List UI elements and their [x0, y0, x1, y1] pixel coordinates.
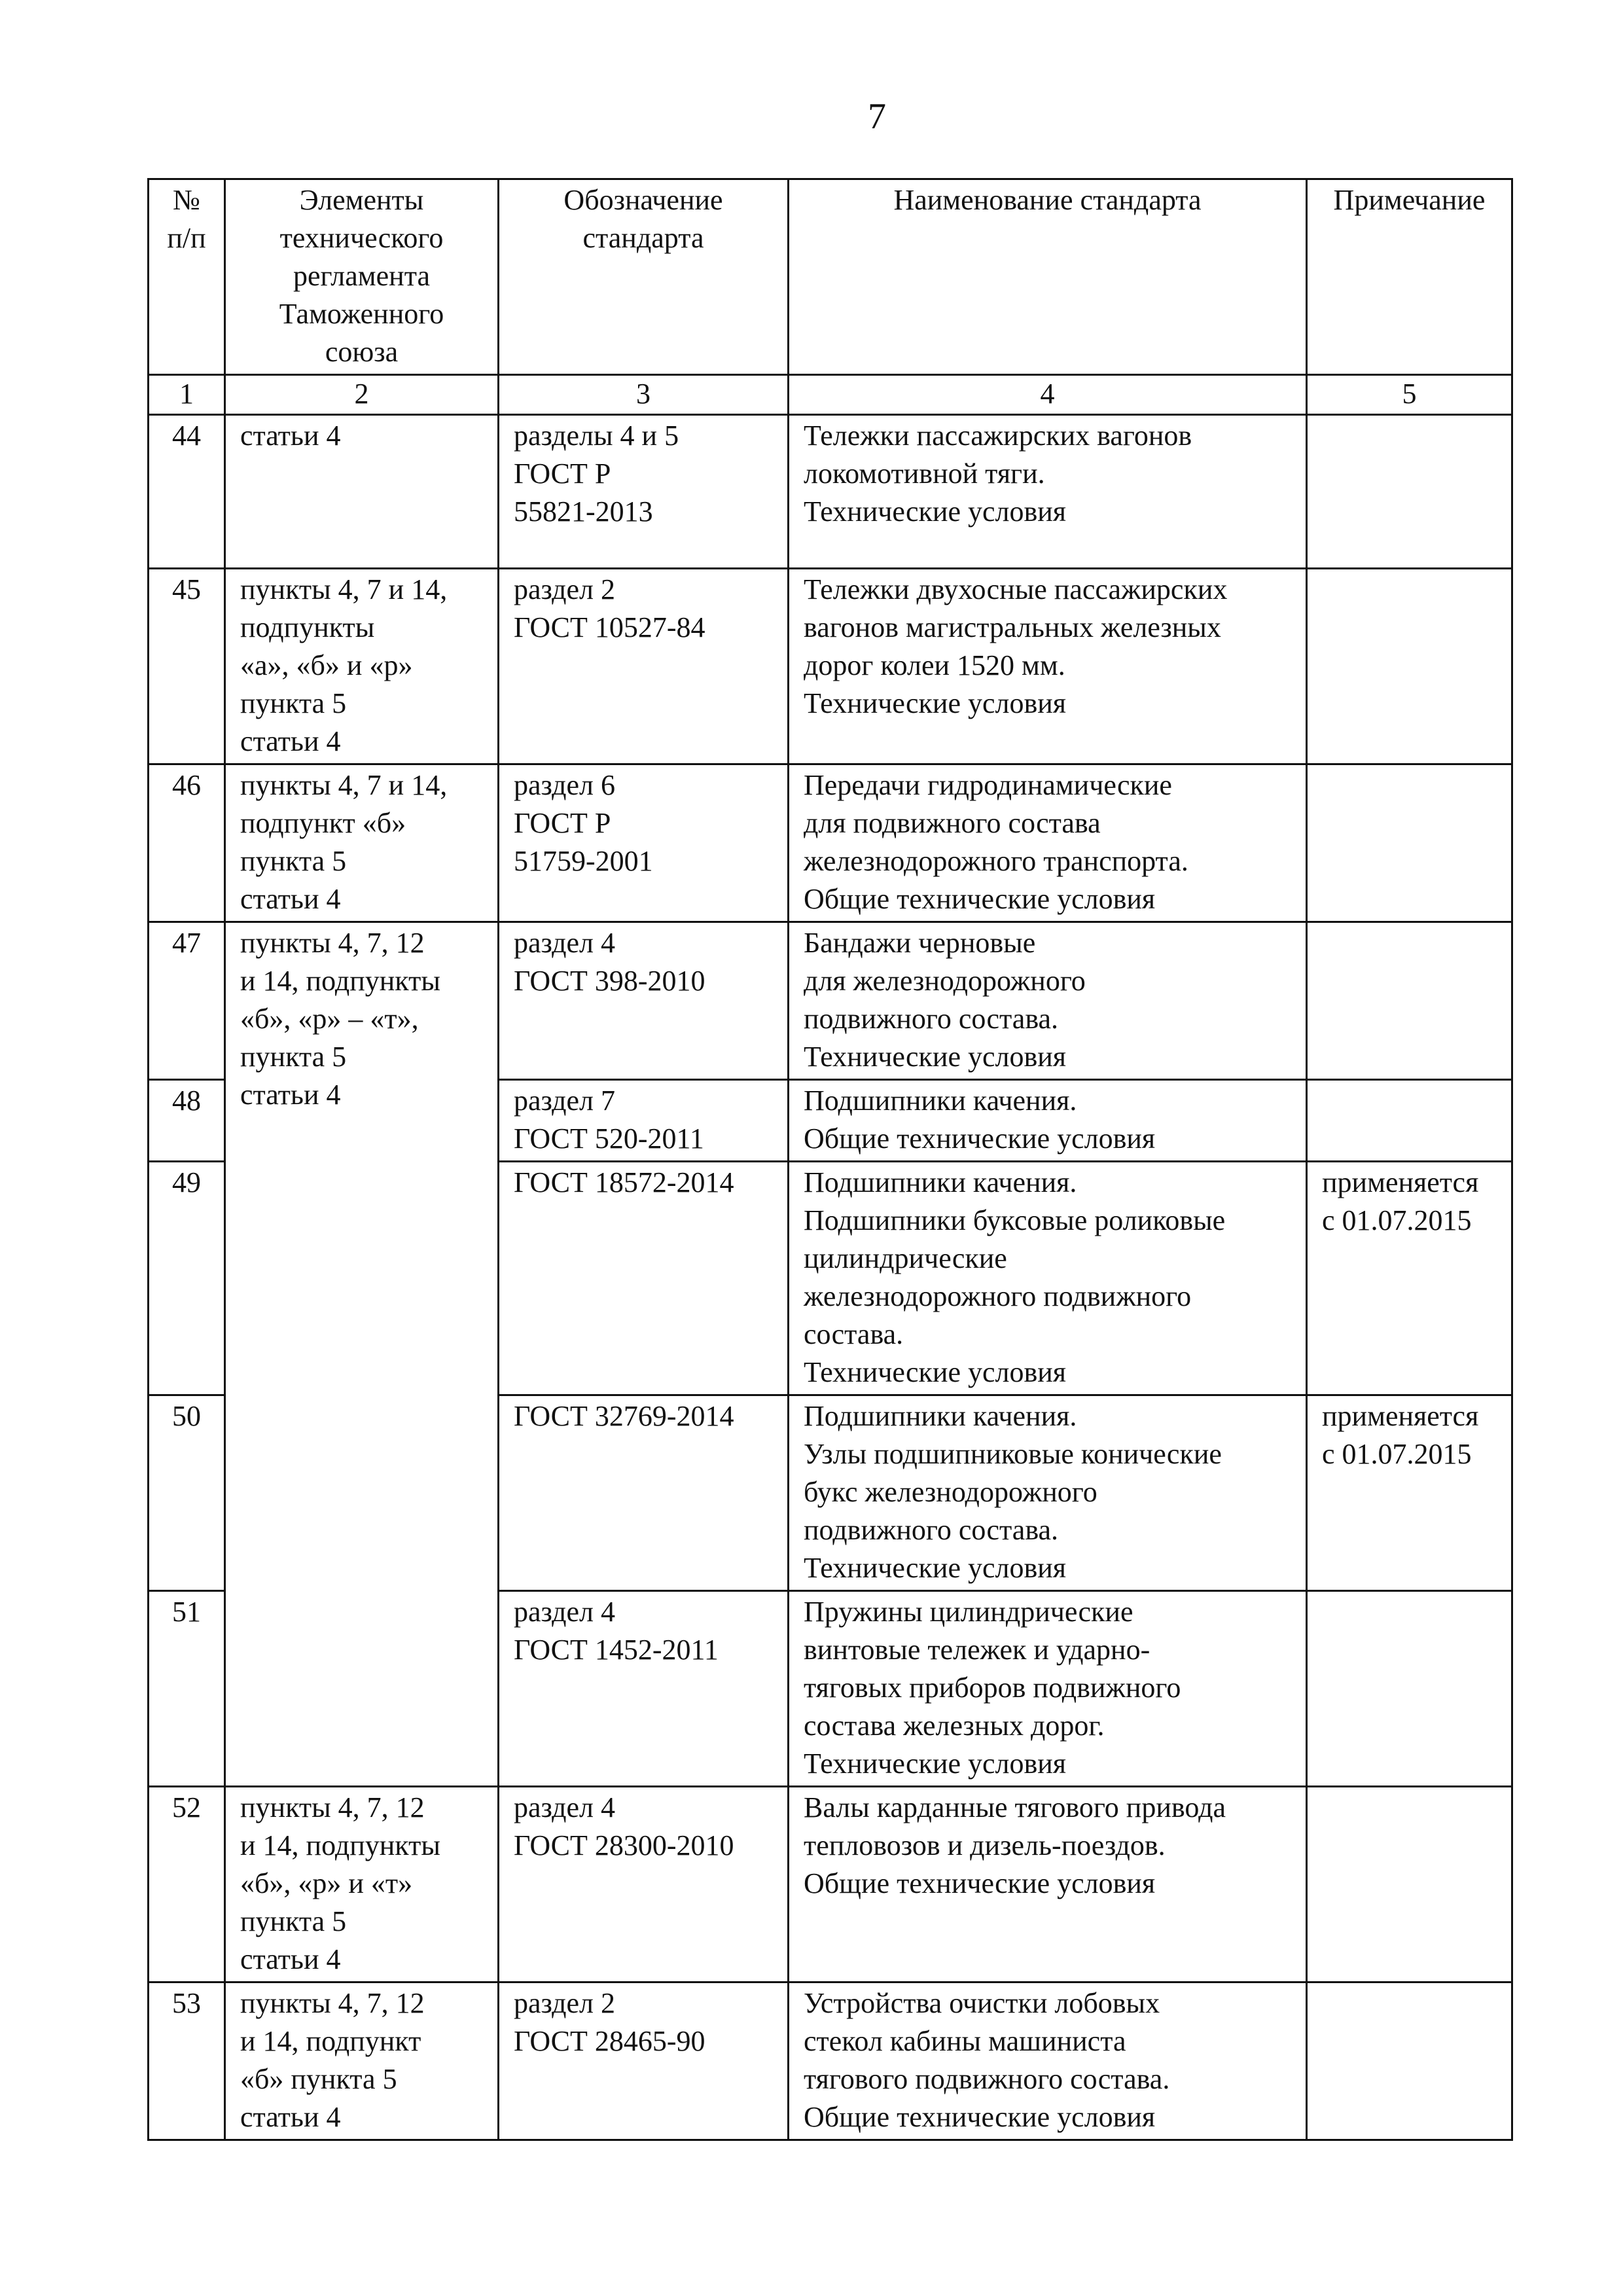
cell-line: ГОСТ Р: [514, 807, 611, 839]
cell-line: применяется: [1322, 1166, 1479, 1198]
table-row: [149, 569, 1512, 764]
cell-line: «б», «р» – «т»,: [240, 1003, 419, 1035]
cell-line: дорог колеи 1520 мм.: [804, 649, 1065, 681]
cell-line: Общие технические условия: [804, 883, 1156, 915]
cell-line: статьи 4: [240, 1079, 341, 1111]
header-line: Примечание: [1333, 184, 1486, 216]
row-number: 52: [149, 1787, 225, 1982]
cell-line: Технические условия: [804, 687, 1067, 719]
cell-line: пункты 4, 7, 12: [240, 927, 425, 959]
cell-line: подпункты: [240, 611, 375, 643]
elements-cell: [225, 569, 499, 764]
row-number: 48: [149, 1080, 225, 1162]
elements-cell: [225, 922, 499, 1787]
note-cell: [1307, 1591, 1512, 1787]
table-row: [149, 1982, 1512, 2140]
cell-line: Подшипники буксовые роликовые: [804, 1204, 1226, 1236]
designation-cell: [499, 1162, 789, 1395]
elements-cell: [225, 1982, 499, 2140]
cell-line: пункта 5: [240, 845, 347, 877]
cell-line: подвижного состава.: [804, 1514, 1059, 1546]
cell-line: Передачи гидродинамические: [804, 769, 1172, 801]
cell-line: Тележки пассажирских вагонов: [804, 420, 1192, 452]
cell-line: Технические условия: [804, 1356, 1067, 1388]
cell-line: с 01.07.2015: [1322, 1204, 1472, 1236]
cell-line: Подшипники качения.: [804, 1400, 1077, 1432]
cell-line: статьи 4: [240, 2101, 341, 2133]
cell-line: «б», «р» и «т»: [240, 1867, 413, 1899]
note-cell: [1307, 1162, 1512, 1395]
cell-line: 51759-2001: [514, 845, 653, 877]
column-number: 4: [789, 375, 1307, 415]
designation-cell: [499, 1395, 789, 1591]
page-number: 7: [868, 96, 886, 137]
designation-cell: [499, 1982, 789, 2140]
cell-line: и 14, подпункты: [240, 965, 440, 997]
cell-line: раздел 7: [514, 1085, 615, 1117]
column-number-row: [149, 375, 1512, 415]
cell-line: раздел 2: [514, 1987, 615, 2019]
cell-line: ГОСТ 520-2011: [514, 1122, 704, 1155]
cell-line: тяговых приборов подвижного: [804, 1672, 1181, 1704]
cell-line: и 14, подпункты: [240, 1829, 440, 1861]
designation-cell: [499, 1591, 789, 1787]
cell-line: раздел 2: [514, 573, 615, 605]
name-cell: [789, 1395, 1307, 1591]
column-number: 3: [499, 375, 789, 415]
note-cell: [1307, 764, 1512, 922]
cell-line: Валы карданные тягового привода: [804, 1791, 1226, 1823]
cell-line: железнодорожного транспорта.: [804, 845, 1188, 877]
standards-table: [147, 178, 1513, 2141]
cell-line: локомотивной тяги.: [804, 457, 1045, 490]
cell-line: пункта 5: [240, 1905, 347, 1937]
cell-line: ГОСТ 10527-84: [514, 611, 705, 643]
cell-line: Устройства очистки лобовых: [804, 1987, 1160, 2019]
cell-line: Бандажи черновые: [804, 927, 1036, 959]
designation-cell: [499, 1787, 789, 1982]
header-number: [149, 179, 225, 375]
row-number: 53: [149, 1982, 225, 2140]
cell-line: ГОСТ 1452-2011: [514, 1634, 719, 1666]
name-cell: [789, 1591, 1307, 1787]
header-name: [789, 179, 1307, 375]
note-cell: [1307, 1982, 1512, 2140]
row-number: 47: [149, 922, 225, 1080]
cell-line: Общие технические условия: [804, 1122, 1156, 1155]
cell-line: «б» пункта 5: [240, 2063, 397, 2095]
cell-line: раздел 4: [514, 1596, 615, 1628]
designation-cell: [499, 1080, 789, 1162]
cell-line: пункты 4, 7, 12: [240, 1987, 425, 2019]
table-row: [149, 922, 1512, 1080]
cell-line: винтовые тележек и ударно-: [804, 1634, 1150, 1666]
cell-line: вагонов магистральных железных: [804, 611, 1221, 643]
cell-line: Технические условия: [804, 1041, 1067, 1073]
cell-line: 55821-2013: [514, 495, 653, 528]
header-line: Наименование стандарта: [893, 184, 1202, 216]
cell-line: Технические условия: [804, 1552, 1067, 1584]
header-line: технического: [279, 222, 444, 254]
row-number: 50: [149, 1395, 225, 1591]
name-cell: [789, 1080, 1307, 1162]
elements-cell: [225, 1787, 499, 1982]
note-cell: [1307, 1395, 1512, 1591]
header-line: Обозначение: [563, 184, 723, 216]
cell-line: стекол кабины машиниста: [804, 2025, 1126, 2057]
header-line: №: [173, 184, 200, 216]
cell-line: железнодорожного подвижного: [804, 1280, 1192, 1312]
column-number: 1: [149, 375, 225, 415]
header-line: союза: [325, 336, 399, 368]
table-row: [149, 764, 1512, 922]
column-number: 2: [225, 375, 499, 415]
column-number: 5: [1307, 375, 1512, 415]
cell-line: ГОСТ 28300-2010: [514, 1829, 734, 1861]
cell-line: тягового подвижного состава.: [804, 2063, 1170, 2095]
cell-line: ГОСТ 28465-90: [514, 2025, 705, 2057]
cell-line: Узлы подшипниковые конические: [804, 1438, 1222, 1470]
cell-line: состава.: [804, 1318, 904, 1350]
table-header-row: [149, 179, 1512, 375]
cell-line: для подвижного состава: [804, 807, 1101, 839]
row-number: 45: [149, 569, 225, 764]
name-cell: [789, 1982, 1307, 2140]
cell-line: подпункт «б»: [240, 807, 406, 839]
note-cell: [1307, 922, 1512, 1080]
cell-line: пункта 5: [240, 687, 347, 719]
cell-line: для железнодорожного: [804, 965, 1086, 997]
row-number: 51: [149, 1591, 225, 1787]
cell-line: букс железнодорожного: [804, 1476, 1097, 1508]
cell-line: ГОСТ 32769-2014: [514, 1400, 734, 1432]
table-row: [149, 1787, 1512, 1982]
cell-line: Общие технические условия: [804, 2101, 1156, 2133]
cell-line: пункты 4, 7 и 14,: [240, 769, 448, 801]
cell-line: статьи 4: [240, 420, 341, 452]
note-cell: [1307, 1787, 1512, 1982]
cell-line: статьи 4: [240, 1943, 341, 1975]
designation-cell: [499, 922, 789, 1080]
name-cell: [789, 569, 1307, 764]
cell-line: раздел 4: [514, 1791, 615, 1823]
designation-cell: [499, 415, 789, 569]
header-note: [1307, 179, 1512, 375]
cell-line: раздел 4: [514, 927, 615, 959]
cell-line: с 01.07.2015: [1322, 1438, 1472, 1470]
cell-line: тепловозов и дизель-поездов.: [804, 1829, 1166, 1861]
cell-line: подвижного состава.: [804, 1003, 1059, 1035]
cell-line: применяется: [1322, 1400, 1479, 1432]
table-row: [149, 415, 1512, 569]
cell-line: Подшипники качения.: [804, 1166, 1077, 1198]
header-line: стандарта: [582, 222, 704, 254]
header-line: Элементы: [299, 184, 424, 216]
cell-line: пункта 5: [240, 1041, 347, 1073]
cell-line: и 14, подпункт: [240, 2025, 421, 2057]
name-cell: [789, 1787, 1307, 1982]
name-cell: [789, 1162, 1307, 1395]
header-line: регламента: [293, 260, 431, 292]
cell-line: Подшипники качения.: [804, 1085, 1077, 1117]
cell-line: ГОСТ 398-2010: [514, 965, 705, 997]
row-number: 49: [149, 1162, 225, 1395]
name-cell: [789, 922, 1307, 1080]
cell-line: Технические условия: [804, 495, 1067, 528]
cell-line: статьи 4: [240, 883, 341, 915]
header-designation: [499, 179, 789, 375]
cell-line: статьи 4: [240, 725, 341, 757]
name-cell: [789, 415, 1307, 569]
cell-line: Общие технические условия: [804, 1867, 1156, 1899]
cell-line: ГОСТ 18572-2014: [514, 1166, 734, 1198]
cell-line: пункты 4, 7 и 14,: [240, 573, 448, 605]
designation-cell: [499, 569, 789, 764]
cell-line: Тележки двухосные пассажирских: [804, 573, 1228, 605]
note-cell: [1307, 415, 1512, 569]
cell-line: цилиндрические: [804, 1242, 1007, 1274]
row-number: 46: [149, 764, 225, 922]
note-cell: [1307, 1080, 1512, 1162]
header-line: п/п: [167, 222, 206, 254]
header-line: Таможенного: [279, 298, 444, 330]
cell-line: разделы 4 и 5: [514, 420, 679, 452]
elements-cell: [225, 415, 499, 569]
cell-line: ГОСТ Р: [514, 457, 611, 490]
cell-line: «а», «б» и «р»: [240, 649, 413, 681]
cell-line: пункты 4, 7, 12: [240, 1791, 425, 1823]
designation-cell: [499, 764, 789, 922]
cell-line: состава железных дорог.: [804, 1710, 1105, 1742]
row-number: 44: [149, 415, 225, 569]
cell-line: Технические условия: [804, 1748, 1067, 1780]
note-cell: [1307, 569, 1512, 764]
elements-cell: [225, 764, 499, 922]
header-elements: [225, 179, 499, 375]
name-cell: [789, 764, 1307, 922]
cell-line: раздел 6: [514, 769, 615, 801]
cell-line: Пружины цилиндрические: [804, 1596, 1133, 1628]
